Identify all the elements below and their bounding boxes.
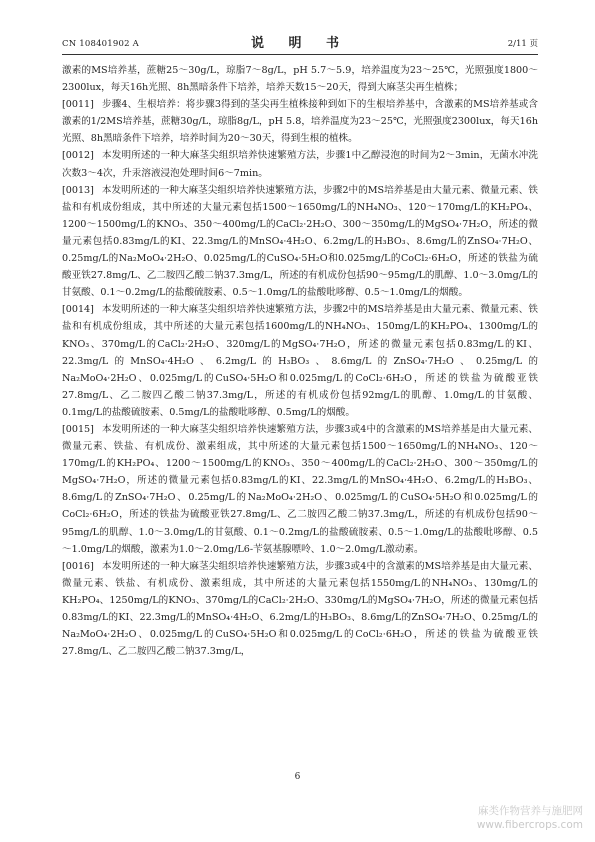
- paragraph-0015: [62, 421, 538, 558]
- site-watermark: [477, 804, 583, 832]
- paragraph-0011: [62, 96, 538, 147]
- paragraph-number: [0016]: [62, 560, 94, 572]
- page-indicator: 2/11 页: [507, 39, 538, 49]
- paragraph-text: 本发明所述的一种大麻茎尖组织培养快速繁殖方法，步骤3或4中的含激素的MS培养基是由大量元素、微量元素、铁盐、有机成份、激素组成，其中所述的大量元素包括1500～1650mg/L的NH₄NO₃、120～170mg/L的KH₂PO₄、1200～1500mg/L的KNO₃、350～400mg/L的CaCl₂·2H₂O、300～350mg/L的MgSO₄·7H₂O，所述的微量元素包括0.83mg/L的KI、22.3mg/L的MnSO₄·4H₂O、6.2mg/L的H₃BO₃、8.6mg/L的ZnSO₄·7H₂O、0.25mg/L的Na₂MoO₄·2H₂O、0.025mg/L的CuSO₄·5H₂O和0.025mg/L的CoCl₂·6H₂O，所述的铁盐为硫酸亚铁27.8mg/L、乙二胺四乙酸二钠37.3mg/L，所述的有机成份包括90～95mg/L的肌醇、1.0～3.0mg/L的甘氨酸、0.1～0.2mg/L的盐酸硫胺素、0.5～1.0mg/L的盐酸吡哆醇、0.5～1.0mg/L的烟酸，激素为1.0～2.0mg/L6-苄氨基腺嘌呤、1.0～2.0mg/L激动素。: [62, 423, 538, 555]
- watermark-url: www.fibercrops.com: [476, 819, 583, 831]
- paragraph-text: 本发明所述的一种大麻茎尖组织培养快速繁殖方法，步骤1中乙醇浸泡的时间为2～3min，无菌水冲洗次数3～4次，升汞溶液浸泡处理时间6～7min。: [62, 150, 538, 179]
- paragraph-number: [0014]: [62, 304, 94, 316]
- paragraph-continued: [62, 62, 538, 96]
- paragraph-number: [0015]: [62, 423, 94, 435]
- paragraph-text: 本发明所述的一种大麻茎尖组织培养快速繁殖方法，步骤3或4中的含激素的MS培养基是由大量元素、微量元素、铁盐、有机成份、激素组成，其中所述的大量元素包括1550mg/L的NH₄NO₃、130mg/L的KH₂PO₄、1250mg/L的KNO₃、370mg/L的CaCl₂·2H₂O、330mg/L的MgSO₄·7H₂O，所述的微量元素包括0.83mg/L的KI、22.3mg/L的MnSO₄·4H₂O、6.2mg/L的H₃BO₃、8.6mg/L的ZnSO₄·7H₂O、0.25mg/L的Na₂MoO₄·2H₂O、0.025mg/L的CuSO₄·5H₂O和0.025mg/L的CoCl₂·6H₂O，所述的铁盐为硫酸亚铁27.8mg/L、乙二胺四乙酸二钠37.3mg/L，: [62, 560, 538, 658]
- paragraph-number: [0012]: [62, 150, 94, 162]
- paragraph-text: 本发明所述的一种大麻茎尖组织培养快速繁殖方法，步骤2中的MS培养基是由大量元素、微量元素、铁盐和有机成份组成，其中所述的大量元素包括1600mg/L的NH₄NO₃、150mg/L的KH₂PO₄、1300mg/L的KNO₃、370mg/L的CaCl₂·2H₂O、320mg/L的MgSO₄·7H₂O，所述的微量元素包括0.83mg/L的KI、22.3mg/L的MnSO₄·4H₂O、6.2mg/L的H₃BO₃、8.6mg/L的ZnSO₄·7H₂O、0.25mg/L的Na₂MoO₄·2H₂O、0.025mg/L的CuSO₄·5H₂O和0.025mg/L的CoCl₂·6H₂O，所述的铁盐为硫酸亚铁27.8mg/L、乙二胺四乙酸二钠37.3mg/L，所述的有机成份包括92mg/L的肌醇、1.0mg/L的甘氨酸、0.1mg/L的盐酸硫胺素、0.5mg/L的盐酸吡哆醇、0.5mg/L的烟酸。: [62, 304, 538, 418]
- paragraph-text: 激素的MS培养基，蔗糖25～30g/L，琼脂7～8g/L，pH 5.7～5.9，培养温度为23～25℃，光照强度1800～2300lux，每天16h光照、8h黑暗条件下培养，培养天数15～20天，得到大麻茎尖再生植株；: [62, 65, 538, 94]
- document-body: [62, 62, 538, 660]
- paragraph-number: [0013]: [62, 184, 94, 196]
- paragraph-0014: [62, 301, 538, 421]
- watermark-site-name: 麻类作物营养与施肥网: [478, 805, 583, 817]
- paragraph-number: [0011]: [62, 99, 94, 111]
- patent-number: CN 108401902 A: [62, 39, 139, 49]
- page-number: 6: [294, 772, 301, 782]
- paragraph-0012: [62, 147, 538, 181]
- paragraph-0016: [62, 558, 538, 661]
- paragraph-text: 步骤4、生根培养：将步骤3得到的茎尖再生植株接种到如下的生根培养基中，含激素的MS培养基或含激素的1/2MS培养基，蔗糖30g/L，琼脂8g/L，pH 5.8，培养温度为23～25℃，光照强度2300lux，每天16h光照、8h黑暗条件下培养，培养时间为20～30天，得到生根的植株。: [62, 99, 538, 145]
- page-header: [62, 34, 538, 55]
- paragraph-text: 本发明所述的一种大麻茎尖组织培养快速繁殖方法，步骤2中的MS培养基是由大量元素、微量元素、铁盐和有机成份组成，其中所述的大量元素包括1500～1650mg/L的NH₄NO₃、120～170mg/L的KH₂PO₄、1200～1500mg/L的KNO₃、350～400mg/L的CaCl₂·2H₂O、300～350mg/L的MgSO₄·7H₂O，所述的微量元素包括0.83mg/L的KI、22.3mg/L的MnSO₄·4H₂O、6.2mg/L的H₃BO₃、8.6mg/L的ZnSO₄·7H₂O、0.25mg/L的Na₂MoO₄·2H₂O、0.025mg/L的CuSO₄·5H₂O和0.025mg/L的CoCl₂·6H₂O，所述的铁盐为硫酸亚铁27.8mg/L、乙二胺四乙酸二钠37.3mg/L，所述的有机成份包括90～95mg/L的肌醇、1.0～3.0mg/L的甘氨酸、0.1～0.2mg/L的盐酸硫胺素、0.5～1.0mg/L的盐酸吡哆醇、0.5～1.0mg/L的烟酸。: [62, 184, 538, 299]
- document-title: 说 明 书: [250, 36, 350, 51]
- paragraph-0013: [62, 182, 538, 302]
